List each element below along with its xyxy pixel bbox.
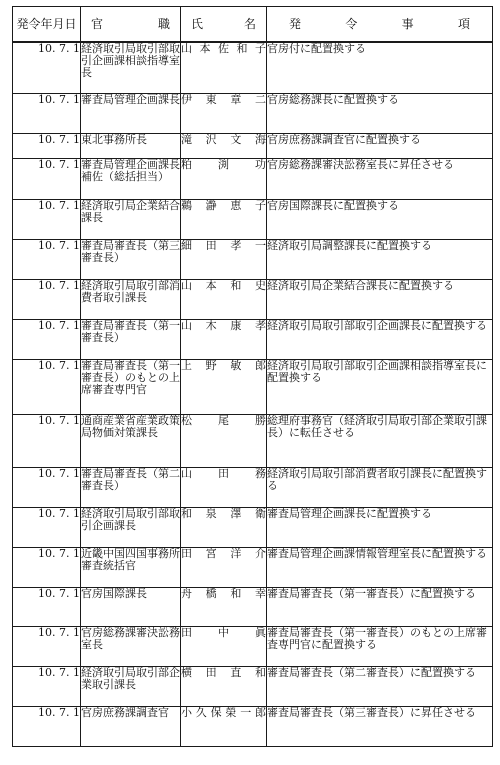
row-name-char: 子 <box>255 42 266 55</box>
table-row <box>13 706 493 746</box>
row-name <box>181 706 267 746</box>
row-note: 経済取引局企業結合課長に配置換する <box>267 279 493 319</box>
row-name-char: 二 <box>254 92 266 106</box>
row-name-char: 直 <box>230 665 242 679</box>
row-name-char: 田 <box>181 625 192 639</box>
header-post <box>81 7 181 43</box>
row-name-char: 東 <box>205 92 217 106</box>
header-note-char: 発 <box>289 17 302 31</box>
row-name-char: 野 <box>205 358 217 372</box>
header-post-char: 職 <box>157 17 170 31</box>
row-date: 10. 7. 1 <box>13 666 81 706</box>
table-row <box>13 158 493 199</box>
row-name-char: 一 <box>240 705 252 719</box>
header-note-char: 項 <box>457 17 470 31</box>
row-name-char: 滝 <box>181 132 192 146</box>
row-name-char: 本 <box>199 42 211 55</box>
row-note: 審査局管理企画課長に配置換する <box>267 507 493 547</box>
row-name-char: 洋 <box>230 546 242 560</box>
row-date: 10. 7. 1 <box>13 319 81 359</box>
row-name <box>181 239 267 279</box>
row-name-char: 伊 <box>181 92 192 106</box>
row-name-char: 小 <box>181 705 192 719</box>
table-row <box>13 239 493 279</box>
row-name-char: 和 <box>254 665 266 679</box>
row-name-char: 田 <box>205 665 217 679</box>
row-name-char: 勝 <box>255 413 266 427</box>
table-row <box>13 467 493 507</box>
row-name-char: 保 <box>210 705 222 719</box>
row-name-char: 海 <box>254 132 266 146</box>
row-name <box>181 359 267 414</box>
row-name-char: 章 <box>230 92 242 106</box>
header-note-char: 事 <box>401 17 414 31</box>
row-date: 10. 7. 1 <box>13 239 81 279</box>
row-name-char: 介 <box>254 546 266 560</box>
row-name <box>181 547 267 587</box>
row-name-char: 眞 <box>255 625 266 639</box>
row-note: 官房付に配置換する <box>267 42 493 93</box>
row-post: 官房国際課長 <box>81 587 181 626</box>
row-name-char: 功 <box>255 157 266 171</box>
row-name-char: 山 <box>181 466 192 480</box>
row-name-char: 渕 <box>218 157 229 171</box>
row-name-char: 瀞 <box>205 198 217 212</box>
row-post: 経済取引局企業結合課長 <box>81 199 181 239</box>
row-name-char: 佐 <box>218 42 229 55</box>
row-post: 官房庶務課調査官 <box>81 706 181 746</box>
row-post: 通商産業省産業政策局物価対策課長 <box>81 414 181 467</box>
table-row <box>13 414 493 467</box>
header-date: 発令年月日 <box>13 7 81 43</box>
table-row <box>13 547 493 587</box>
row-name <box>181 467 267 507</box>
row-name <box>181 507 267 547</box>
row-name-char: 本 <box>205 278 217 292</box>
row-post: 経済取引局取引部消費者取引課長 <box>81 279 181 319</box>
row-date: 10. 7. 1 <box>13 547 81 587</box>
row-name-char: 榮 <box>225 705 237 719</box>
row-date: 10. 7. 1 <box>13 467 81 507</box>
row-name-char: 細 <box>181 238 192 252</box>
row-name-char: 孝 <box>254 318 266 332</box>
row-name-char: 山 <box>181 318 192 332</box>
row-date: 10. 7. 1 <box>13 42 81 93</box>
row-name-char: 郎 <box>254 705 266 719</box>
row-post: 審査局審査長（第一審査長）のもとの上席審査専門官 <box>81 359 181 414</box>
row-name-char: 木 <box>205 318 217 332</box>
row-name <box>181 133 267 158</box>
row-name-char: 山 <box>181 278 192 292</box>
table-row <box>13 626 493 666</box>
row-name-char: 久 <box>195 705 207 719</box>
table-row <box>13 666 493 706</box>
row-date: 10. 7. 1 <box>13 133 81 158</box>
row-name-char: 幸 <box>254 586 266 600</box>
row-name-char: 田 <box>218 466 229 480</box>
row-name-char: 粕 <box>181 157 192 171</box>
row-name-char: 和 <box>230 278 242 292</box>
row-name-char: 上 <box>181 358 192 372</box>
row-note: 審査局審査長（第三審査長）に昇任させる <box>267 706 493 746</box>
row-name-char: 敏 <box>230 358 242 372</box>
row-name-char: 田 <box>181 546 192 560</box>
row-date: 10. 7. 1 <box>13 199 81 239</box>
row-name-char: 宮 <box>205 546 217 560</box>
row-name <box>181 666 267 706</box>
row-date: 10. 7. 1 <box>13 279 81 319</box>
row-note: 経済取引局取引部消費者取引課長に配置換する <box>267 467 493 507</box>
row-name-char: 和 <box>181 506 192 520</box>
header-name-char: 名 <box>243 17 256 31</box>
row-name-char: 舟 <box>181 586 192 600</box>
row-post: 東北事務所長 <box>81 133 181 158</box>
row-name-char: 衛 <box>254 506 266 520</box>
row-date: 10. 7. 1 <box>13 706 81 746</box>
header-post-char: 官 <box>91 17 104 31</box>
row-note: 官房総務課長に配置換する <box>267 93 493 133</box>
row-note: 審査局管理企画課情報管理室長に配置換する <box>267 547 493 587</box>
table-row <box>13 199 493 239</box>
row-post: 経済取引局取引部取引企画課長 <box>81 507 181 547</box>
personnel-table <box>12 6 493 747</box>
row-name <box>181 626 267 666</box>
row-note: 官房総務課審決訟務室長に昇任させる <box>267 158 493 199</box>
row-post: 審査局管理企画課長 <box>81 93 181 133</box>
row-name-char: 松 <box>181 413 192 427</box>
row-name-char: 山 <box>181 42 192 55</box>
row-name-char: 子 <box>254 198 266 212</box>
header-name <box>181 7 267 43</box>
row-name-char: 務 <box>255 466 266 480</box>
row-note: 審査局審査長（第一審査長）に配置換する <box>267 587 493 626</box>
row-note: 官房国際課長に配置換する <box>267 199 493 239</box>
row-name-char: 和 <box>236 42 248 55</box>
row-post: 審査局管理企画課長補佐（総括担当） <box>81 158 181 199</box>
table-row <box>13 507 493 547</box>
table-row <box>13 279 493 319</box>
row-name-char: 郎 <box>254 358 266 372</box>
header-name-char: 氏 <box>191 17 204 31</box>
row-date: 10. 7. 1 <box>13 414 81 467</box>
row-name-char: 橋 <box>205 586 217 600</box>
row-note: 審査局審査長（第二審査長）に配置換する <box>267 666 493 706</box>
row-name-char: 沢 <box>205 132 217 146</box>
row-post: 官房総務課審決訟務室長 <box>81 626 181 666</box>
row-name <box>181 587 267 626</box>
table-row <box>13 587 493 626</box>
row-post: 経済取引局取引部企業取引課長 <box>81 666 181 706</box>
row-name <box>181 319 267 359</box>
row-name <box>181 158 267 199</box>
row-date: 10. 7. 1 <box>13 359 81 414</box>
row-post: 審査局審査長（第三審査長） <box>81 239 181 279</box>
row-note: 審査局審査長（第一審査長）のもとの上席審査専門官に配置換する <box>267 626 493 666</box>
row-name-char: 鵜 <box>181 198 192 212</box>
row-note: 経済取引局取引部取引企画課相談指導室長に配置換する <box>267 359 493 414</box>
header-note <box>267 7 493 43</box>
row-date: 10. 7. 1 <box>13 507 81 547</box>
row-post: 近畿中国四国事務所審査統括官 <box>81 547 181 587</box>
table-row <box>13 319 493 359</box>
row-name-char: 和 <box>230 586 242 600</box>
row-name-char: 孝 <box>230 238 242 252</box>
row-name-char: 澤 <box>230 506 242 520</box>
row-note: 総理府事務官（経済取引局取引部企業取引課長）に転任させる <box>267 414 493 467</box>
row-name <box>181 93 267 133</box>
row-name-char: 史 <box>254 278 266 292</box>
row-name-char: 田 <box>205 238 217 252</box>
row-date: 10. 7. 1 <box>13 158 81 199</box>
row-name <box>181 414 267 467</box>
row-post: 経済取引局取引部取引企画課相談指導室長 <box>81 42 181 93</box>
row-name <box>181 42 267 93</box>
row-note: 官房庶務課調査官に配置換する <box>267 133 493 158</box>
row-name-char: 横 <box>181 665 192 679</box>
header-row <box>13 7 493 43</box>
row-note: 経済取引局取引部取引企画課長に配置換する <box>267 319 493 359</box>
header-note-char: 令 <box>345 17 358 31</box>
row-name <box>181 199 267 239</box>
row-date: 10. 7. 1 <box>13 626 81 666</box>
row-name-char: 文 <box>230 132 242 146</box>
table-row <box>13 93 493 133</box>
row-post: 審査局審査長（第一審査長） <box>81 319 181 359</box>
table-row <box>13 359 493 414</box>
row-name <box>181 279 267 319</box>
row-name-char: 一 <box>254 238 266 252</box>
row-post: 審査局審査長（第二審査長） <box>81 467 181 507</box>
row-note: 経済取引局調整課長に配置換する <box>267 239 493 279</box>
row-name-char: 中 <box>218 625 229 639</box>
table-row <box>13 42 493 93</box>
row-name-char: 泉 <box>205 506 217 520</box>
table-row <box>13 133 493 158</box>
row-name-char: 恵 <box>230 198 242 212</box>
row-date: 10. 7. 1 <box>13 93 81 133</box>
row-name-char: 尾 <box>218 413 229 427</box>
row-name-char: 康 <box>230 318 242 332</box>
row-date: 10. 7. 1 <box>13 587 81 626</box>
